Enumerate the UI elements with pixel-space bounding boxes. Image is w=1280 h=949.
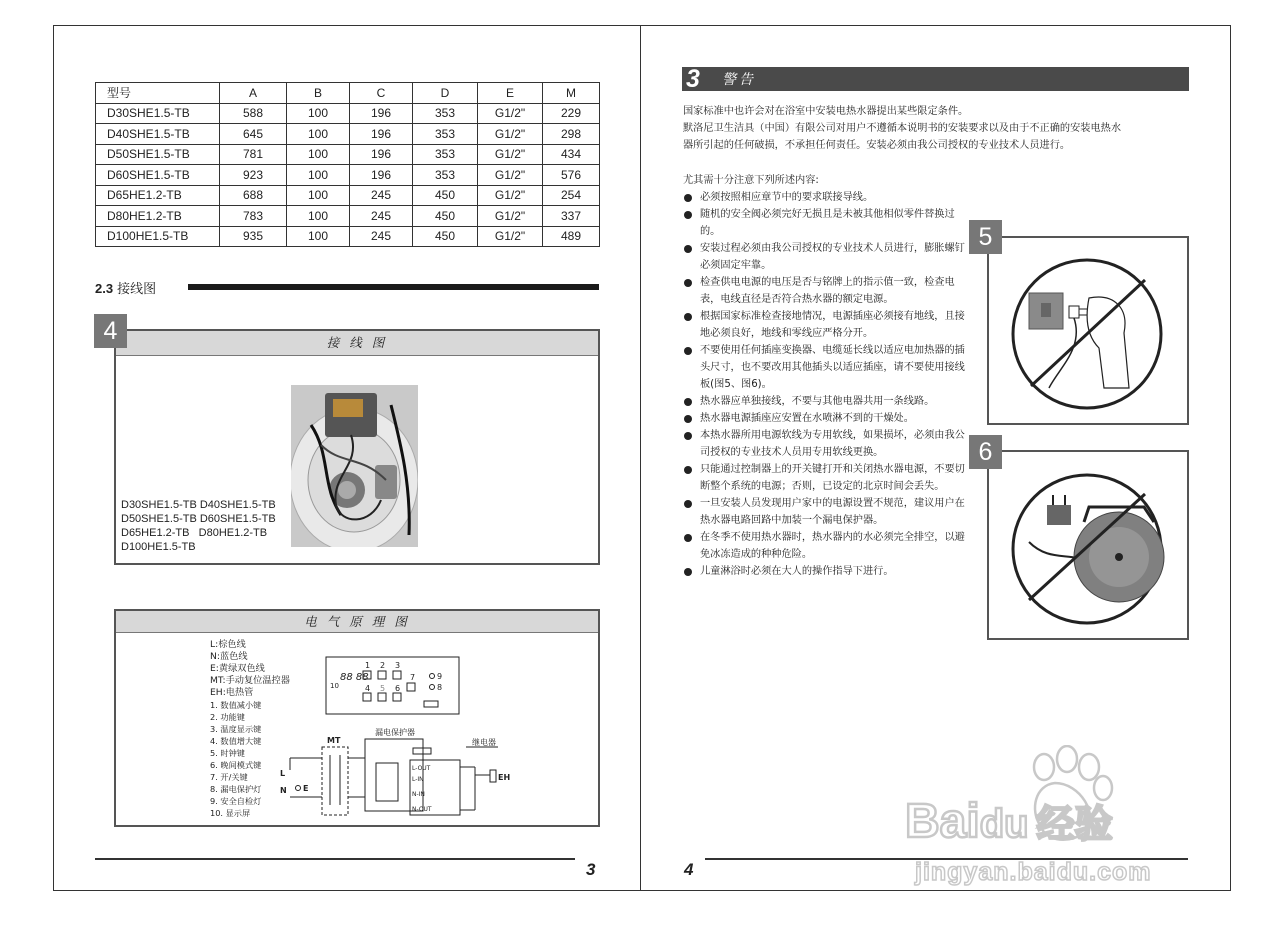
relay-l-out: L-OUT	[412, 765, 431, 772]
warning-intro-1: 国家标准中也许会对在浴室中安装电热水器提出某些限定条件。	[683, 106, 969, 117]
page-divider	[640, 25, 641, 891]
table-cell: G1/2"	[478, 165, 543, 186]
panel-display: 88 88	[340, 672, 369, 683]
table-cell: 588	[220, 103, 287, 124]
warning-lead: 尤其需十分注意下列所述内容:	[683, 175, 819, 186]
table-header-cell: M	[543, 83, 600, 104]
table-cell: 923	[220, 165, 287, 186]
table-cell: 196	[350, 103, 413, 124]
table-row	[96, 185, 600, 206]
table-row	[96, 226, 600, 247]
table-cell: 245	[350, 185, 413, 206]
legend-item: MT:手动复位温控器	[210, 675, 290, 686]
watermark-suffix: 经验	[1036, 804, 1113, 846]
table-cell: 353	[413, 144, 478, 165]
watermark-url: jingyan.baidu.com	[915, 858, 1152, 886]
panel-label-7: 7	[410, 673, 416, 682]
section-number: 2.3	[95, 281, 114, 296]
key-button-5	[378, 693, 386, 701]
table-cell: D80HE1.2-TB	[96, 206, 220, 227]
table-cell: 298	[543, 124, 600, 145]
list-item: 检查供电电源的电压是否与铭牌上的指示值一致，检查电表，电线直径是否符合热水器的额定电源。	[683, 274, 965, 308]
heater-label: EH	[498, 773, 511, 782]
relay-label: 继电器	[472, 738, 496, 747]
key-item: 9. 安全自检灯	[210, 796, 262, 806]
table-cell: G1/2"	[478, 103, 543, 124]
table-cell: 337	[543, 206, 600, 227]
list-item: 一旦安装人员发现用户家中的电源设置不规范，建议用户在热水器电路回路中加装一个漏电保护器。	[683, 495, 965, 529]
panel-label-2: 2	[380, 661, 386, 670]
table-cell: 434	[543, 144, 600, 165]
leakage-label: 漏电保护器	[375, 728, 415, 737]
figure-5-number: 5	[969, 220, 1002, 254]
key-button-7	[407, 683, 415, 691]
table-row	[96, 144, 600, 165]
list-item: 热水器电源插座应安置在水喷淋不到的干燥处。	[683, 410, 965, 427]
key-item: 4. 数值增大键	[210, 736, 262, 746]
warning-intro-2: 默洛尼卫生洁具（中国）有限公司对用户不遵循本说明书的安装要求以及由于不正确的安装电热水	[683, 123, 1122, 134]
panel-label-5: 5	[380, 684, 386, 693]
table-cell: 100	[287, 185, 350, 206]
wiring-photo	[291, 385, 418, 547]
table-cell: D30SHE1.5-TB	[96, 103, 220, 124]
terminal-e-symbol	[296, 786, 301, 791]
table-cell: D65HE1.2-TB	[96, 185, 220, 206]
key-button-3	[393, 671, 401, 679]
section-rule	[188, 284, 599, 290]
table-cell: D60SHE1.5-TB	[96, 165, 220, 186]
figure-6-box	[987, 450, 1189, 640]
figure-5-box	[987, 236, 1189, 425]
relay-n-out: N-OUT	[412, 806, 432, 813]
list-item: 安装过程必须由我公司授权的专业技术人员进行，膨胀螺钉必须固定牢靠。	[683, 240, 965, 274]
warning-intro-3: 器所引起的任何破损，不承担任何责任。安装必须由我公司授权的专业技术人员进行。	[683, 140, 1071, 151]
watermark-brand: Bai	[905, 795, 980, 848]
table-row	[96, 206, 600, 227]
key-item: 7. 开/关键	[210, 772, 248, 782]
legend-item: EH:电热管	[210, 687, 254, 698]
table-cell: 229	[543, 103, 600, 124]
list-item: 必须按照相应章节中的要求联接导线。	[683, 189, 965, 206]
panel-label-1: 1	[365, 661, 371, 670]
page-rule-left	[95, 858, 575, 860]
page-number-left: 3	[586, 860, 596, 879]
no-adapter-icon	[989, 238, 1187, 423]
table-cell: G1/2"	[478, 226, 543, 247]
relay-n-in: N-IN	[412, 791, 425, 798]
table-cell: 576	[543, 165, 600, 186]
table-cell: G1/2"	[478, 144, 543, 165]
spec-table	[95, 82, 600, 247]
table-cell: D100HE1.5-TB	[96, 226, 220, 247]
relay-connector	[413, 748, 431, 754]
key-item: 10. 显示屏	[210, 808, 251, 818]
key-button-2	[378, 671, 386, 679]
warning-number: 3	[686, 65, 700, 93]
list-item: 本热水器所用电源软线为专用软线，如果损坏，必须由我公司授权的专业技术人员用专用软线更换。	[683, 427, 965, 461]
table-cell: 100	[287, 144, 350, 165]
list-item: 只能通过控制器上的开关键打开和关闭热水器电源，不要切断整个系统的电源；否则，已设定的北京时间会丢失。	[683, 461, 965, 495]
list-item: 儿童淋浴时必须在大人的操作指导下进行。	[683, 563, 965, 580]
table-cell: 645	[220, 124, 287, 145]
legend-item: E:黄绿双色线	[210, 663, 265, 674]
table-header-cell: A	[220, 83, 287, 104]
indicator-9	[430, 674, 435, 679]
panel-label-3: 3	[395, 661, 401, 670]
figure-4-number: 4	[94, 314, 127, 348]
table-header-row	[96, 83, 600, 104]
table-row	[96, 103, 600, 124]
table-cell: 450	[413, 226, 478, 247]
table-cell: 100	[287, 124, 350, 145]
table-cell: 450	[413, 185, 478, 206]
terminal-l: L	[280, 769, 286, 778]
list-item: 不要使用任何插座变换器、电缆延长线以适应电加热器的插头尺寸，也不要改用其他插头以适应插座，请不要使用接线板(图5、图6)。	[683, 342, 965, 393]
table-cell: 935	[220, 226, 287, 247]
spec-table-body	[96, 103, 600, 247]
indicator-8	[430, 685, 435, 690]
key-item: 5. 时钟键	[210, 748, 245, 758]
table-cell: 245	[350, 226, 413, 247]
watermark-brand-du: du	[979, 802, 1029, 846]
table-header-cell: E	[478, 83, 543, 104]
key-button-4	[363, 693, 371, 701]
table-cell: G1/2"	[478, 206, 543, 227]
key-item: 6. 晚间模式键	[210, 760, 262, 770]
key-item: 1. 数值减小键	[210, 700, 262, 710]
leakage-protector	[365, 739, 423, 811]
panel-label-4: 4	[365, 684, 371, 693]
table-header-cell: B	[287, 83, 350, 104]
list-item: 在冬季不使用热水器时，热水器内的水必须完全排空，以避免冰冻造成的种种危险。	[683, 529, 965, 563]
table-cell: 353	[413, 124, 478, 145]
section-title-text: 接线图	[117, 281, 157, 296]
no-power-strip-icon	[989, 452, 1187, 638]
warning-list	[683, 189, 965, 580]
warning-title: 警告	[722, 72, 756, 88]
list-item: 热水器应单独接线，不要与其他电器共用一条线路。	[683, 393, 965, 410]
figure-6-number: 6	[969, 435, 1002, 469]
table-cell: 245	[350, 206, 413, 227]
table-row	[96, 124, 600, 145]
table-cell: G1/2"	[478, 124, 543, 145]
table-cell: G1/2"	[478, 185, 543, 206]
table-cell: 196	[350, 144, 413, 165]
terminal-n: N	[280, 786, 287, 795]
table-cell: 100	[287, 103, 350, 124]
table-cell: 781	[220, 144, 287, 165]
section-title	[95, 278, 156, 297]
panel-label-6: 6	[395, 684, 401, 693]
table-cell: D40SHE1.5-TB	[96, 124, 220, 145]
mt-label: MT	[327, 736, 341, 745]
panel-label-9: 9	[437, 672, 443, 681]
relay-l-in: L-IN	[412, 776, 424, 783]
table-cell: 100	[287, 206, 350, 227]
table-cell: 353	[413, 165, 478, 186]
panel-label-10: 10	[330, 682, 339, 690]
table-row	[96, 165, 600, 186]
key-button-6	[393, 693, 401, 701]
table-cell: 783	[220, 206, 287, 227]
circuit-diagram	[270, 655, 530, 820]
terminal-e: E	[303, 784, 309, 793]
table-cell: 489	[543, 226, 600, 247]
model-list: D30SHE1.5-TB D40SHE1.5-TB D50SHE1.5-TB D60SHE1.5-TB D65HE1.2-TB D80HE1.2-TB D100HE1.5-TB	[121, 499, 276, 553]
table-header-cell: 型号	[96, 83, 220, 104]
page-number-right: 4	[684, 860, 694, 879]
warning-title-bar	[682, 67, 1189, 91]
table-cell: 254	[543, 185, 600, 206]
panel-connector	[424, 701, 438, 707]
heater-element	[490, 770, 496, 782]
panel-label-8: 8	[437, 683, 443, 692]
key-item: 3. 温度显示键	[210, 724, 262, 734]
legend-item: N:蓝色线	[210, 651, 248, 662]
key-item: 2. 功能键	[210, 712, 245, 722]
table-cell: 450	[413, 206, 478, 227]
list-item: 根据国家标准检查接地情况，电源插座必须接有地线，且接地必须良好，地线和零线应严格分开。	[683, 308, 965, 342]
table-cell: D50SHE1.5-TB	[96, 144, 220, 165]
mt-thermostat	[322, 747, 348, 815]
figure-4-header: 接 线 图	[116, 331, 598, 356]
table-cell: 100	[287, 165, 350, 186]
baidu-watermark	[905, 745, 1205, 895]
table-header-cell: C	[350, 83, 413, 104]
schematic-header: 电 气 原 理 图	[116, 611, 598, 633]
table-cell: 353	[413, 103, 478, 124]
table-cell: 196	[350, 165, 413, 186]
leakage-coil	[376, 763, 398, 801]
legend-item: L:棕色线	[210, 639, 246, 650]
table-cell: 196	[350, 124, 413, 145]
table-header-cell: D	[413, 83, 478, 104]
table-cell: 688	[220, 185, 287, 206]
table-cell: 100	[287, 226, 350, 247]
list-item: 随机的安全阀必须完好无损且是未被其他相似零件替换过的。	[683, 206, 965, 240]
key-item: 8. 漏电保护灯	[210, 784, 262, 794]
